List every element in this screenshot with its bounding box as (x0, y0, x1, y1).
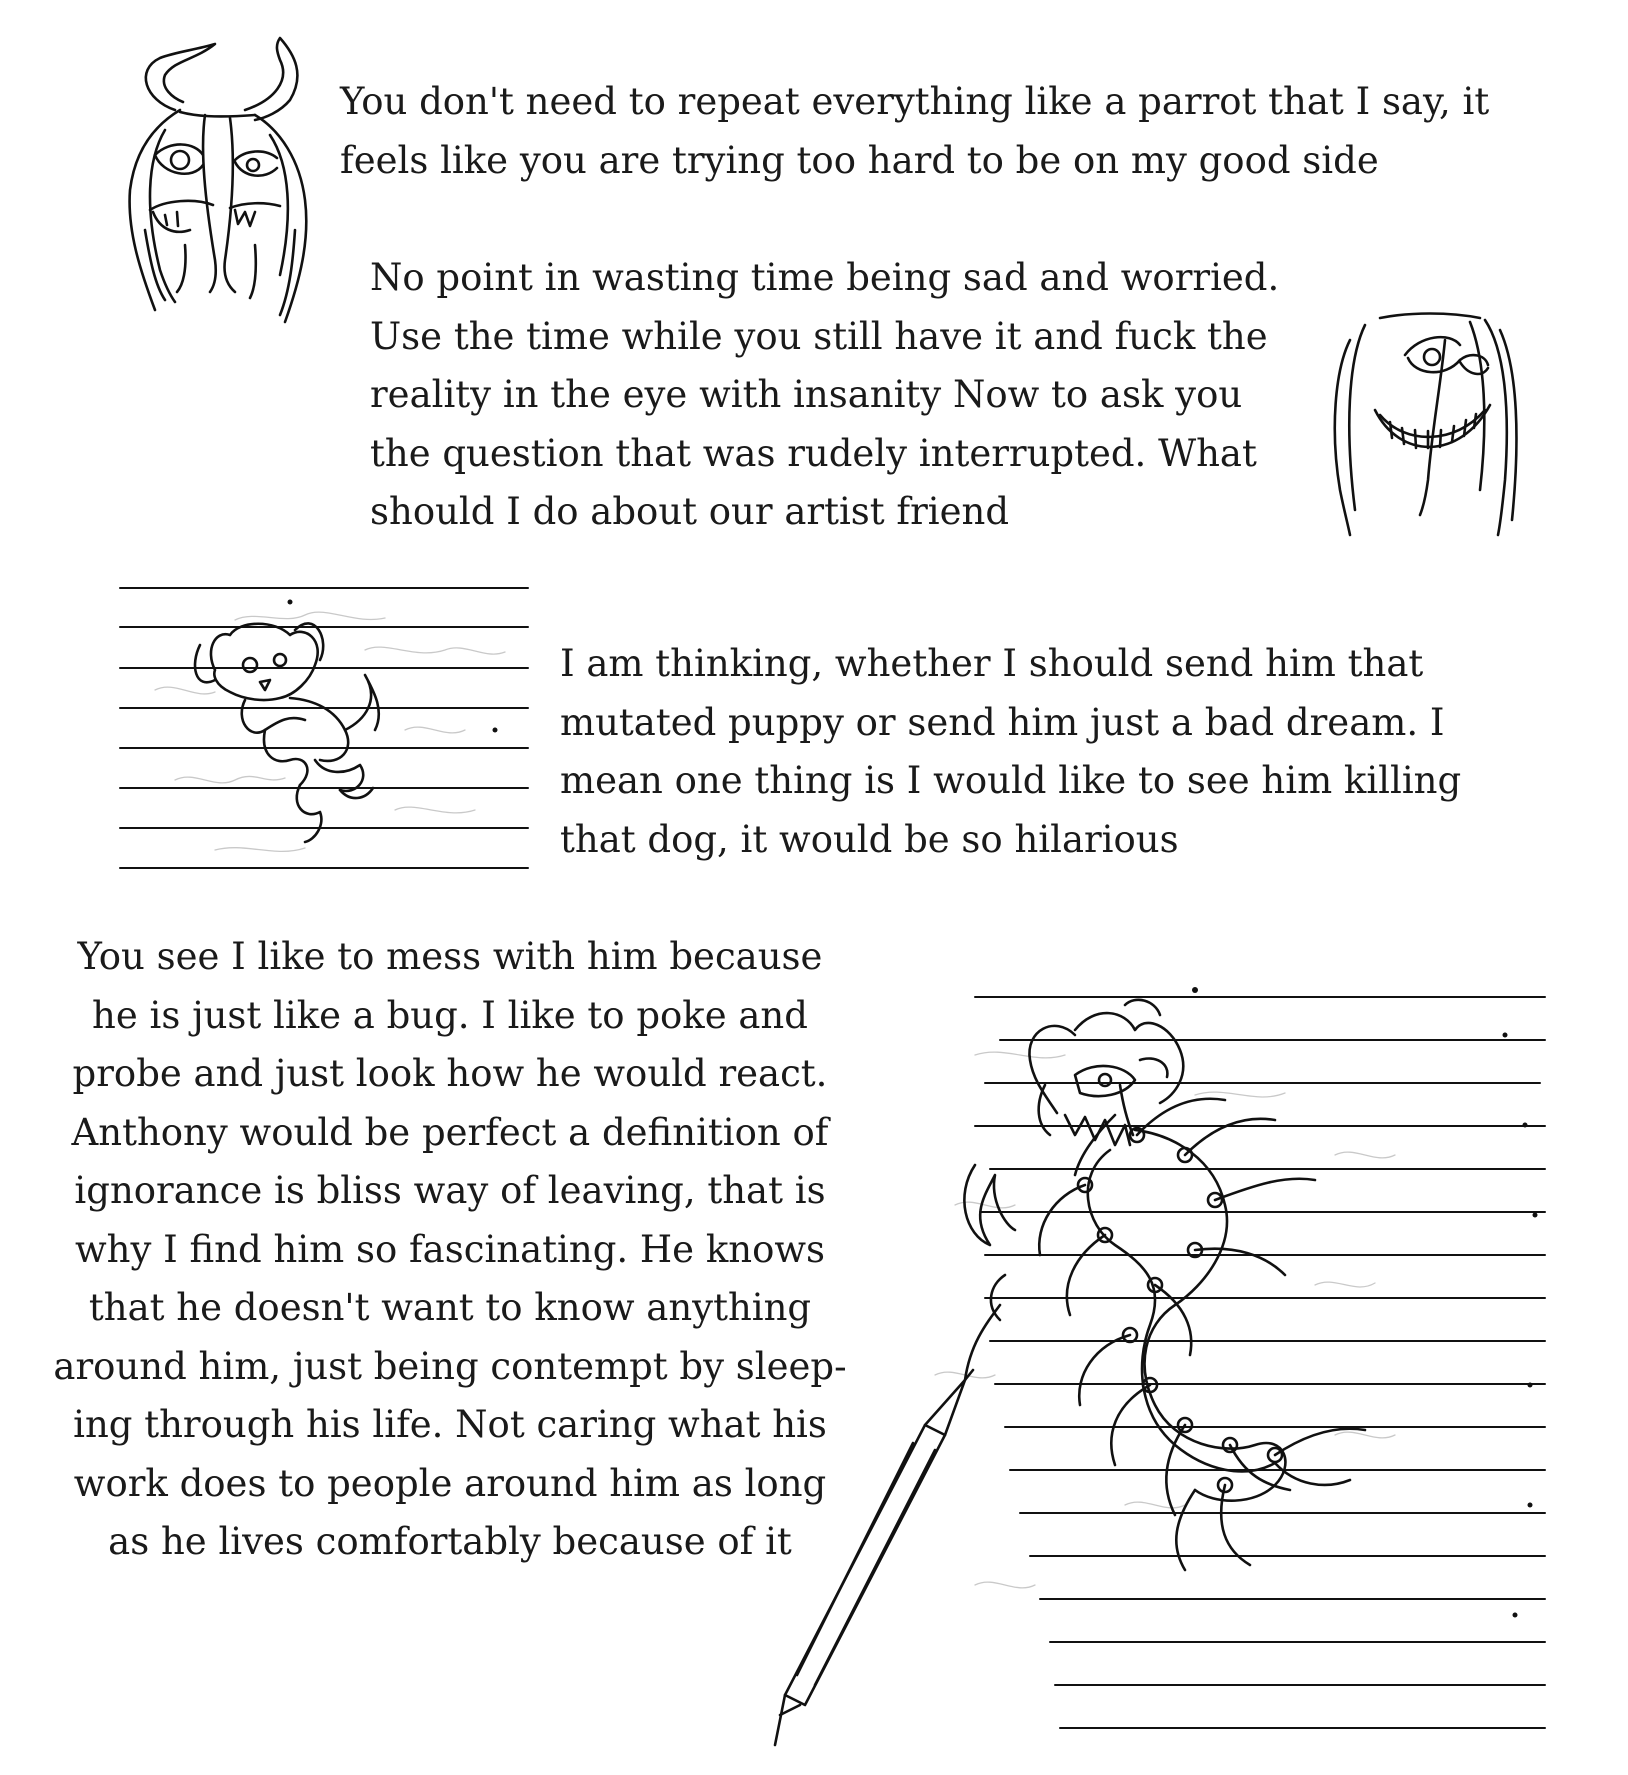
text-line: as he lives comfortably because of it (108, 1520, 792, 1563)
dialogue-text-1 (340, 73, 1490, 190)
text-line: No point in wasting time being sad and worried. (370, 256, 1280, 299)
text-line: Anthony would be perfect a definition of (71, 1110, 829, 1154)
text-line: that dog, it would be so hilarious (560, 817, 1179, 861)
text-line: ignorance is bliss way of leaving, that is (74, 1169, 826, 1212)
text-line: You don't need to repeat everything like a parrot that I say, it (340, 80, 1490, 123)
text-line: Use the time while you still have it and fuck the (370, 314, 1268, 358)
text-line: why I find him so fascinating. He knows (74, 1227, 826, 1271)
text-line: You see I like to mess with him because (77, 935, 823, 978)
dialogue-text-2 (370, 249, 1280, 542)
text-line: work does to people around him as long (73, 1461, 827, 1505)
text-line: I am thinking, whether I should send him that (560, 642, 1424, 685)
text-line: mutated puppy or send him just a bad dream. I (560, 700, 1445, 744)
text-line: reality in the eye with insanity Now to ask you (370, 373, 1243, 416)
dialogue-text-4 (50, 928, 850, 1572)
horned-demon-face-drawing (105, 30, 345, 330)
dialogue-text-3 (560, 635, 1462, 869)
text-line: ing through his life. Not caring what his (73, 1403, 827, 1446)
text-line: the question that was rudely interrupted. What (370, 431, 1257, 475)
text-line: he is just like a bug. I like to poke and (92, 993, 808, 1037)
centipede-and-pencil-drawing (775, 985, 1555, 1745)
text-line: feels like you are trying too hard to be on my good side (340, 138, 1379, 182)
mutated-puppy-drawing (115, 580, 535, 880)
grinning-face-drawing (1320, 310, 1530, 550)
text-line: around him, just being contempt by sleep- (53, 1344, 847, 1388)
text-line: that he doesn't want to know anything (88, 1286, 812, 1329)
text-line: mean one thing is I would like to see him killing (560, 759, 1462, 802)
text-line: probe and just look how he would react. (72, 1052, 828, 1095)
text-line: should I do about our artist friend (370, 490, 1010, 533)
